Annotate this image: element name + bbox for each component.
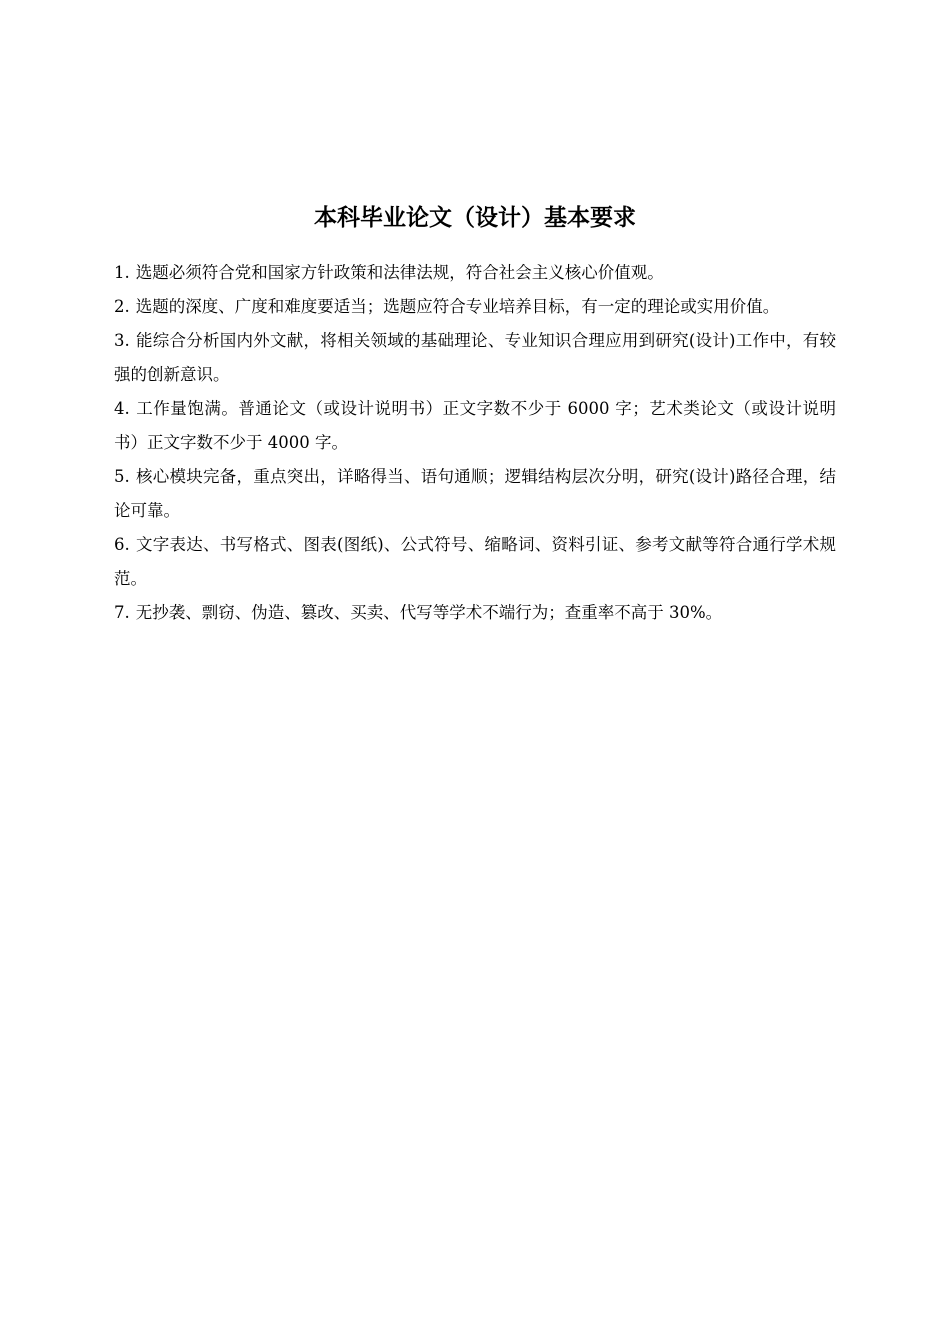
requirement-text: 文字表达、书写格式、图表(图纸)、公式符号、缩略词、资料引证、参考文献等符合通行学术规范。 — [114, 535, 836, 588]
requirement-item-3 — [114, 324, 836, 392]
requirement-number: 2. — [114, 297, 130, 316]
requirement-item-4 — [114, 392, 836, 460]
requirement-item-5 — [114, 460, 836, 528]
requirement-text: 选题必须符合党和国家方针政策和法律法规，符合社会主义核心价值观。 — [135, 263, 664, 282]
requirement-text: 工作量饱满。普通论文（或设计说明书）正文字数不少于 6000 字；艺术类论文（或设计说明书）正文字数不少于 4000 字。 — [114, 399, 836, 452]
requirement-number: 3. — [114, 331, 130, 350]
requirement-item-6 — [114, 528, 836, 596]
requirement-number: 4. — [114, 399, 130, 418]
requirement-text: 无抄袭、剽窃、伪造、篡改、买卖、代写等学术不端行为；查重率不高于 30%。 — [135, 603, 723, 622]
requirement-number: 7. — [114, 603, 130, 622]
requirement-text: 选题的深度、广度和难度要适当；选题应符合专业培养目标，有一定的理论或实用价值。 — [135, 297, 780, 316]
requirement-number: 1. — [114, 263, 130, 282]
requirements-list — [114, 256, 836, 630]
requirement-number: 5. — [114, 467, 130, 486]
requirement-number: 6. — [114, 535, 130, 554]
requirement-item-2 — [114, 290, 836, 324]
requirement-item-7 — [114, 596, 836, 630]
requirement-text: 核心模块完备，重点突出，详略得当、语句通顺；逻辑结构层次分明，研究(设计)路径合理，结论可靠。 — [114, 467, 836, 520]
page-title: 本科毕业论文（设计）基本要求 — [314, 205, 636, 231]
requirement-item-1 — [114, 256, 836, 290]
requirement-text: 能综合分析国内外文献，将相关领域的基础理论、专业知识合理应用到研究(设计)工作中，有较强的创新意识。 — [114, 331, 836, 384]
